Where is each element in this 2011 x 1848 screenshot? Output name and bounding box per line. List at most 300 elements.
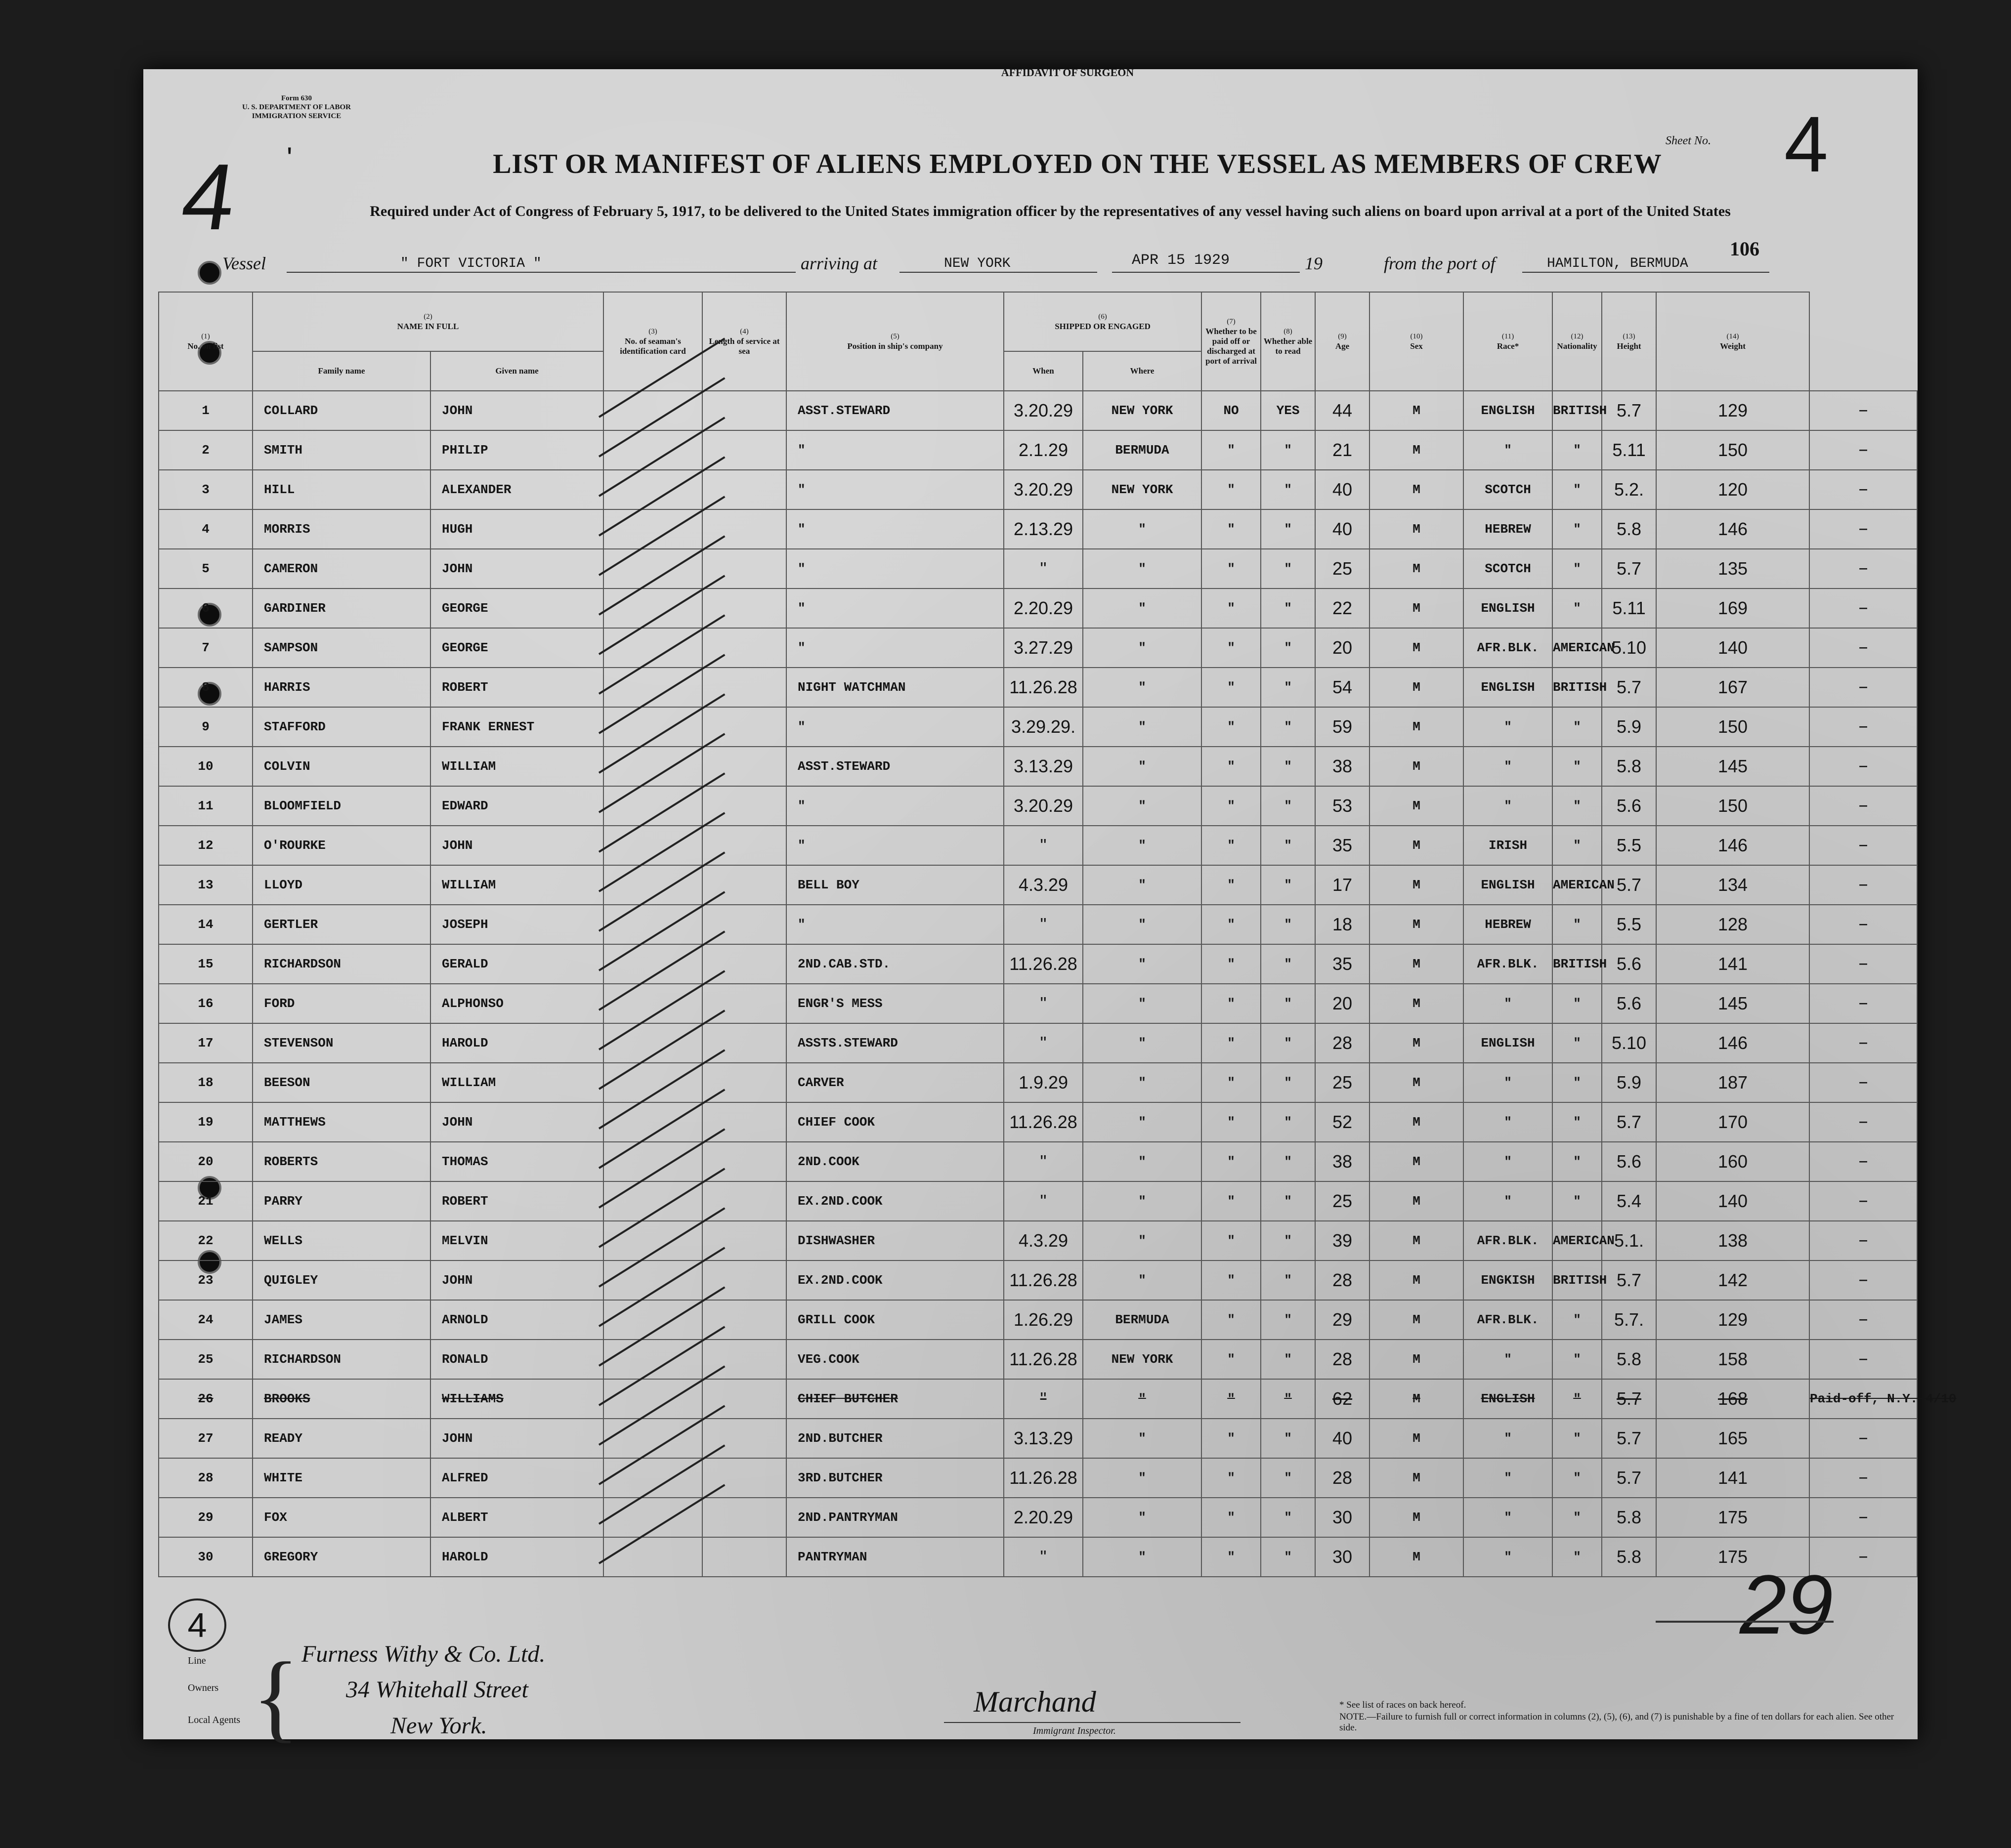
col-header-when: When <box>1004 351 1083 391</box>
nationality-cell: " <box>1552 430 1602 470</box>
weight-cell: 167 <box>1656 668 1809 707</box>
shipped-when-cell: 1.9.29 <box>1004 1063 1083 1102</box>
shipped-when-cell: " <box>1004 826 1083 865</box>
physical-marks-cell: — <box>1809 1260 1917 1300</box>
able-to-read-cell: " <box>1261 470 1315 509</box>
family-name-cell: SMITH <box>253 430 430 470</box>
id-card-cell <box>603 470 702 509</box>
sex-cell: M <box>1369 1340 1463 1379</box>
age-cell: 18 <box>1315 905 1369 944</box>
row-number-cell: 3 <box>159 470 253 509</box>
race-cell: ENGLISH <box>1463 391 1552 430</box>
family-name-cell: GARDINER <box>253 588 430 628</box>
position-cell: " <box>786 509 1004 549</box>
shipped-where-cell: " <box>1083 984 1201 1023</box>
row-number-cell: 11 <box>159 786 253 826</box>
race-cell: AFR.BLK. <box>1463 1221 1552 1260</box>
age-cell: 53 <box>1315 786 1369 826</box>
row-number-cell: 19 <box>159 1102 253 1142</box>
position-cell: 3RD.BUTCHER <box>786 1458 1004 1498</box>
family-name-cell: WELLS <box>253 1221 430 1260</box>
age-cell: 25 <box>1315 549 1369 588</box>
weight-cell: 135 <box>1656 549 1809 588</box>
paid-off-cell: " <box>1201 707 1261 747</box>
sex-cell: M <box>1369 668 1463 707</box>
height-cell: 5.8 <box>1602 509 1656 549</box>
able-to-read-cell: " <box>1261 509 1315 549</box>
paid-off-cell: " <box>1201 1419 1261 1458</box>
height-cell: 5.7 <box>1602 1102 1656 1142</box>
able-to-read-cell: " <box>1261 747 1315 786</box>
shipped-when-cell: " <box>1004 1181 1083 1221</box>
weight-cell: 158 <box>1656 1340 1809 1379</box>
id-card-cell <box>603 1340 702 1379</box>
race-cell: IRISH <box>1463 826 1552 865</box>
paid-off-cell: " <box>1201 1498 1261 1537</box>
able-to-read-cell: " <box>1261 1458 1315 1498</box>
table-row <box>159 1181 1917 1221</box>
nationality-cell: " <box>1552 905 1602 944</box>
form-number: Form 630 <box>281 94 312 102</box>
paid-off-cell: " <box>1201 470 1261 509</box>
nationality-cell: " <box>1552 1537 1602 1577</box>
weight-cell: 175 <box>1656 1498 1809 1537</box>
position-cell: " <box>786 786 1004 826</box>
race-cell: ENGLISH <box>1463 865 1552 905</box>
physical-marks-cell: — <box>1809 1537 1917 1577</box>
table-row <box>159 1023 1917 1063</box>
family-name-cell: BROOKS <box>253 1379 430 1419</box>
physical-marks-cell: — <box>1809 984 1917 1023</box>
manifest-title: LIST OR MANIFEST OF ALIENS EMPLOYED ON THE VESSEL AS MEMBERS OF CREW <box>493 149 1662 179</box>
local-agents-label: Local Agents <box>188 1715 241 1725</box>
row-number-cell: 27 <box>159 1419 253 1458</box>
nationality-cell: BRITISH <box>1552 1260 1602 1300</box>
shipped-where-cell: " <box>1083 707 1201 747</box>
row-number-cell: 22 <box>159 1221 253 1260</box>
weight-cell: 146 <box>1656 509 1809 549</box>
shipped-when-cell: 2.20.29 <box>1004 588 1083 628</box>
row-number-cell: 12 <box>159 826 253 865</box>
paid-off-cell: " <box>1201 588 1261 628</box>
sex-cell: M <box>1369 470 1463 509</box>
shipped-where-cell: " <box>1083 1023 1201 1063</box>
position-cell: " <box>786 628 1004 668</box>
shipped-when-cell: 3.27.29 <box>1004 628 1083 668</box>
shipped-when-cell: " <box>1004 1023 1083 1063</box>
age-cell: 20 <box>1315 628 1369 668</box>
paid-off-cell: " <box>1201 1063 1261 1102</box>
sex-cell: M <box>1369 588 1463 628</box>
sex-cell: M <box>1369 984 1463 1023</box>
col-header-shipped: (6) SHIPPED OR ENGAGED <box>1004 292 1201 351</box>
family-name-cell: LLOYD <box>253 865 430 905</box>
given-name-cell: WILLIAM <box>430 1063 603 1102</box>
position-cell: DISHWASHER <box>786 1221 1004 1260</box>
row-number-cell: 21 <box>159 1181 253 1221</box>
family-name-cell: COLVIN <box>253 747 430 786</box>
nationality-cell: " <box>1552 984 1602 1023</box>
id-card-cell <box>603 905 702 944</box>
weight-cell: 145 <box>1656 984 1809 1023</box>
race-cell: " <box>1463 747 1552 786</box>
shipped-where-cell: " <box>1083 1537 1201 1577</box>
id-card-cell <box>603 1498 702 1537</box>
arriving-label: arriving at <box>801 253 878 273</box>
position-cell: CHIEF BUTCHER <box>786 1379 1004 1419</box>
shipped-when-cell: " <box>1004 905 1083 944</box>
table-row <box>159 1102 1917 1142</box>
position-cell: ASST.STEWARD <box>786 747 1004 786</box>
sex-cell: M <box>1369 707 1463 747</box>
paid-off-cell: " <box>1201 786 1261 826</box>
row-number-cell: 8 <box>159 668 253 707</box>
crew-manifest-table <box>158 292 1957 1577</box>
table-row <box>159 1419 1917 1458</box>
paid-off-cell: " <box>1201 865 1261 905</box>
id-card-cell <box>603 1260 702 1300</box>
shipped-where-cell: NEW YORK <box>1083 470 1201 509</box>
col-header-name: (2) NAME IN FULL <box>253 292 603 351</box>
age-cell: 25 <box>1315 1063 1369 1102</box>
family-name-cell: PARRY <box>253 1181 430 1221</box>
shipped-where-cell: " <box>1083 747 1201 786</box>
family-name-cell: READY <box>253 1419 430 1458</box>
nationality-cell: " <box>1552 1023 1602 1063</box>
position-cell: " <box>786 470 1004 509</box>
position-cell: 2ND.PANTRYMAN <box>786 1498 1004 1537</box>
paid-off-cell: NO <box>1201 391 1261 430</box>
paid-off-cell: " <box>1201 668 1261 707</box>
row-number-cell: 20 <box>159 1142 253 1181</box>
physical-marks-cell: — <box>1809 707 1917 747</box>
position-cell: 2ND.CAB.STD. <box>786 944 1004 984</box>
nationality-cell: " <box>1552 1102 1602 1142</box>
shipped-where-cell: " <box>1083 509 1201 549</box>
shipped-where-cell: " <box>1083 588 1201 628</box>
row-number-cell: 5 <box>159 549 253 588</box>
able-to-read-cell: " <box>1261 628 1315 668</box>
height-cell: 5.7 <box>1602 549 1656 588</box>
table-row <box>159 391 1917 430</box>
agent-line-street: 34 Whitehall Street <box>346 1677 528 1703</box>
age-cell: 17 <box>1315 865 1369 905</box>
position-cell: 2ND.BUTCHER <box>786 1419 1004 1458</box>
table-row <box>159 707 1917 747</box>
weight-cell: 160 <box>1656 1142 1809 1181</box>
table-row <box>159 944 1917 984</box>
given-name-cell: ALPHONSO <box>430 984 603 1023</box>
family-name-cell: JAMES <box>253 1300 430 1340</box>
binder-hole <box>198 261 221 285</box>
family-name-cell: BLOOMFIELD <box>253 786 430 826</box>
vessel-name: " FORT VICTORIA " <box>400 256 542 271</box>
id-card-cell <box>603 391 702 430</box>
height-cell: 5.5 <box>1602 826 1656 865</box>
race-cell: AFR.BLK. <box>1463 628 1552 668</box>
physical-marks-cell: Paid-off, N.Y. 4/10 <box>1809 1379 1917 1419</box>
weight-cell: 140 <box>1656 628 1809 668</box>
shipped-where-cell: " <box>1083 944 1201 984</box>
penalty-note: NOTE.—Failure to furnish full or correct information in columns (2), (5), (6), and (7) is punishable by a fine of ten dollars for each alien. See other side. <box>1339 1712 1894 1733</box>
table-row <box>159 1379 1917 1419</box>
paid-off-cell: " <box>1201 1340 1261 1379</box>
shipped-where-cell: " <box>1083 628 1201 668</box>
family-name-cell: ROBERTS <box>253 1142 430 1181</box>
table-row <box>159 1340 1917 1379</box>
table-row <box>159 1537 1917 1577</box>
given-name-cell: JOHN <box>430 1419 603 1458</box>
race-cell: " <box>1463 1102 1552 1142</box>
given-name-cell: THOMAS <box>430 1142 603 1181</box>
form-id-block <box>208 94 385 121</box>
weight-cell: 134 <box>1656 865 1809 905</box>
height-cell: 5.7. <box>1602 1300 1656 1340</box>
paid-off-cell: " <box>1201 1181 1261 1221</box>
weight-cell: 128 <box>1656 905 1809 944</box>
age-cell: 54 <box>1315 668 1369 707</box>
sheet-number: 4 <box>1784 100 1828 188</box>
sex-cell: M <box>1369 1379 1463 1419</box>
able-to-read-cell: " <box>1261 1537 1315 1577</box>
shipped-where-cell: " <box>1083 668 1201 707</box>
table-row <box>159 1221 1917 1260</box>
col-header-where: Where <box>1083 351 1201 391</box>
nationality-cell: " <box>1552 1181 1602 1221</box>
physical-marks-cell: — <box>1809 865 1917 905</box>
able-to-read-cell: " <box>1261 865 1315 905</box>
sex-cell: M <box>1369 826 1463 865</box>
row-number-cell: 2 <box>159 430 253 470</box>
race-cell: SCOTCH <box>1463 470 1552 509</box>
races-note: * See list of races on back hereof. <box>1339 1700 1466 1710</box>
inspector-signature: Marchand <box>974 1685 1096 1718</box>
id-card-cell <box>603 865 702 905</box>
able-to-read-cell: " <box>1261 1419 1315 1458</box>
year-label: 19 <box>1305 253 1323 273</box>
family-name-cell: MORRIS <box>253 509 430 549</box>
id-card-cell <box>603 1142 702 1181</box>
id-card-cell <box>603 1063 702 1102</box>
physical-marks-cell: — <box>1809 1340 1917 1379</box>
family-name-cell: GREGORY <box>253 1537 430 1577</box>
sex-cell: M <box>1369 1419 1463 1458</box>
weight-cell: 141 <box>1656 944 1809 984</box>
height-cell: 5.11 <box>1602 430 1656 470</box>
age-cell: 52 <box>1315 1102 1369 1142</box>
able-to-read-cell: " <box>1261 1102 1315 1142</box>
id-card-cell <box>603 1458 702 1498</box>
age-cell: 35 <box>1315 826 1369 865</box>
given-name-cell: ROBERT <box>430 1181 603 1221</box>
shipped-when-cell: 11.26.28 <box>1004 944 1083 984</box>
position-cell: EX.2ND.COOK <box>786 1260 1004 1300</box>
position-cell: " <box>786 905 1004 944</box>
table-row <box>159 747 1917 786</box>
id-card-cell <box>603 668 702 707</box>
nationality-cell: " <box>1552 1379 1602 1419</box>
height-cell: 5.7 <box>1602 865 1656 905</box>
shipped-when-cell: 11.26.28 <box>1004 1340 1083 1379</box>
paid-off-cell: " <box>1201 826 1261 865</box>
age-cell: 59 <box>1315 707 1369 747</box>
shipped-where-cell: " <box>1083 1142 1201 1181</box>
nationality-cell: AMERICAN <box>1552 628 1602 668</box>
shipped-when-cell: 2.20.29 <box>1004 1498 1083 1537</box>
position-cell: CARVER <box>786 1063 1004 1102</box>
margin-mark: ' <box>287 141 293 174</box>
family-name-cell: GERTLER <box>253 905 430 944</box>
able-to-read-cell: " <box>1261 1221 1315 1260</box>
department-name: U. S. DEPARTMENT OF LABOR <box>242 103 351 111</box>
age-cell: 28 <box>1315 1340 1369 1379</box>
physical-marks-cell: — <box>1809 786 1917 826</box>
height-cell: 5.4 <box>1602 1181 1656 1221</box>
table-row <box>159 826 1917 865</box>
given-name-cell: WILLIAM <box>430 865 603 905</box>
weight-cell: 150 <box>1656 786 1809 826</box>
weight-cell: 146 <box>1656 1023 1809 1063</box>
race-cell: " <box>1463 1142 1552 1181</box>
shipped-when-cell: " <box>1004 1379 1083 1419</box>
paid-off-cell: " <box>1201 1142 1261 1181</box>
height-cell: 5.2. <box>1602 470 1656 509</box>
race-cell: " <box>1463 1458 1552 1498</box>
table-row <box>159 1498 1917 1537</box>
family-name-cell: SAMPSON <box>253 628 430 668</box>
race-cell: " <box>1463 1340 1552 1379</box>
paid-off-cell: " <box>1201 1023 1261 1063</box>
position-cell: ASSTS.STEWARD <box>786 1023 1004 1063</box>
table-row <box>159 1142 1917 1181</box>
able-to-read-cell: " <box>1261 1181 1315 1221</box>
id-card-cell <box>603 826 702 865</box>
physical-marks-cell: — <box>1809 944 1917 984</box>
physical-marks-cell: — <box>1809 470 1917 509</box>
race-cell: ENGLISH <box>1463 588 1552 628</box>
departure-port: HAMILTON, BERMUDA <box>1547 256 1688 271</box>
family-name-cell: RICHARDSON <box>253 944 430 984</box>
id-card-cell <box>603 944 702 984</box>
nationality-cell: " <box>1552 1340 1602 1379</box>
height-cell: 5.7 <box>1602 668 1656 707</box>
physical-marks-cell: — <box>1809 1458 1917 1498</box>
shipped-when-cell: " <box>1004 1537 1083 1577</box>
handwritten-total: 29 <box>1740 1558 1834 1652</box>
sex-cell: M <box>1369 1181 1463 1221</box>
circled-number: 4 <box>168 1598 226 1652</box>
table-row <box>159 905 1917 944</box>
table-row <box>159 628 1917 668</box>
row-number-cell: 16 <box>159 984 253 1023</box>
paid-off-cell: " <box>1201 1102 1261 1142</box>
col-header-nationality: (12) Nationality <box>1552 292 1602 391</box>
position-cell: ASST.STEWARD <box>786 391 1004 430</box>
from-port-label: from the port of <box>1384 253 1496 273</box>
race-cell: " <box>1463 707 1552 747</box>
paid-off-cell: " <box>1201 1379 1261 1419</box>
shipped-when-cell: 3.29.29. <box>1004 707 1083 747</box>
service-length-cell <box>702 1537 786 1577</box>
age-cell: 38 <box>1315 1142 1369 1181</box>
id-card-cell <box>603 1221 702 1260</box>
race-cell: " <box>1463 984 1552 1023</box>
id-card-cell <box>603 1102 702 1142</box>
sex-cell: M <box>1369 509 1463 549</box>
table-row <box>159 668 1917 707</box>
height-cell: 5.10 <box>1602 628 1656 668</box>
shipped-when-cell: 3.20.29 <box>1004 391 1083 430</box>
row-number-cell: 15 <box>159 944 253 984</box>
nationality-cell: BRITISH <box>1552 391 1602 430</box>
stamp-number: 106 <box>1730 238 1759 260</box>
id-card-cell <box>603 1023 702 1063</box>
age-cell: 40 <box>1315 509 1369 549</box>
age-cell: 44 <box>1315 391 1369 430</box>
service-name: IMMIGRATION SERVICE <box>252 112 342 120</box>
row-number-cell: 18 <box>159 1063 253 1102</box>
row-number-cell: 29 <box>159 1498 253 1537</box>
col-header-number: (1) No. on list <box>159 292 253 391</box>
table-row <box>159 984 1917 1023</box>
shipped-where-cell: " <box>1083 1458 1201 1498</box>
shipped-where-cell: " <box>1083 1102 1201 1142</box>
race-cell: ENGLISH <box>1463 1379 1552 1419</box>
physical-marks-cell: — <box>1809 391 1917 430</box>
paid-off-cell: " <box>1201 1260 1261 1300</box>
table-row <box>159 865 1917 905</box>
family-name-cell: HILL <box>253 470 430 509</box>
able-to-read-cell: " <box>1261 588 1315 628</box>
position-cell: GRILL COOK <box>786 1300 1004 1340</box>
able-to-read-cell: " <box>1261 984 1315 1023</box>
shipped-when-cell: 11.26.28 <box>1004 668 1083 707</box>
shipped-where-cell: " <box>1083 1498 1201 1537</box>
weight-cell: 145 <box>1656 747 1809 786</box>
position-cell: EX.2ND.COOK <box>786 1181 1004 1221</box>
margin-number: 4 <box>175 145 243 250</box>
nationality-cell: " <box>1552 549 1602 588</box>
weight-cell: 138 <box>1656 1221 1809 1260</box>
row-number-cell: 23 <box>159 1260 253 1300</box>
agent-line-company: Furness Withy & Co. Ltd. <box>301 1641 546 1667</box>
given-name-cell: WILLIAMS <box>430 1379 603 1419</box>
nationality-cell: AMERICAN <box>1552 1221 1602 1260</box>
able-to-read-cell: " <box>1261 1260 1315 1300</box>
family-name-cell: WHITE <box>253 1458 430 1498</box>
height-cell: 5.11 <box>1602 588 1656 628</box>
shipped-when-cell: 4.3.29 <box>1004 865 1083 905</box>
race-cell: ENGLISH <box>1463 668 1552 707</box>
sex-cell: M <box>1369 865 1463 905</box>
position-cell: BELL BOY <box>786 865 1004 905</box>
paid-off-cell: " <box>1201 549 1261 588</box>
physical-marks-cell: — <box>1809 1498 1917 1537</box>
physical-marks-cell: — <box>1809 905 1917 944</box>
sex-cell: M <box>1369 1142 1463 1181</box>
weight-cell: 175 <box>1656 1537 1809 1577</box>
height-cell: 5.8 <box>1602 1537 1656 1577</box>
nationality-cell: " <box>1552 1498 1602 1537</box>
table-row <box>159 430 1917 470</box>
id-card-cell <box>603 747 702 786</box>
col-header-sex: (10) Sex <box>1369 292 1463 391</box>
nationality-cell: " <box>1552 786 1602 826</box>
age-cell: 28 <box>1315 1458 1369 1498</box>
given-name-cell: ALBERT <box>430 1498 603 1537</box>
id-card-cell <box>603 1300 702 1340</box>
row-number-cell: 30 <box>159 1537 253 1577</box>
